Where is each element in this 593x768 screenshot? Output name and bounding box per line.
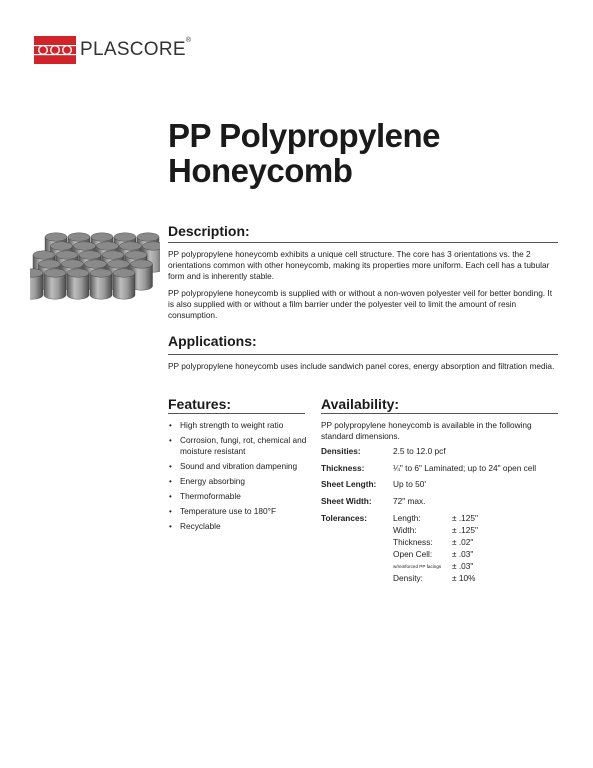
tolerance-label-reinforced: w/reinforced PP facings	[393, 564, 442, 569]
title-line-2: Honeycomb	[168, 152, 353, 189]
feature-item: • Energy absorbing	[168, 476, 308, 487]
honeycomb-cell	[113, 269, 135, 299]
availability-divider	[321, 413, 558, 414]
description-paragraph-2: PP polypropylene honeycomb is supplied with or without a non-woven polyester veil for better bonding. It is also supplied with or without a film barrier under the polyester veil to limit the amount of resin consumption.	[168, 288, 553, 320]
features-heading: Features:	[168, 396, 232, 412]
description-heading: Description:	[168, 223, 250, 239]
tolerance-value-width: ± .125"	[452, 525, 478, 535]
tolerances-label: Tolerances:	[321, 513, 367, 523]
brand-name: PLASCORE®	[80, 37, 192, 60]
honeycomb-cells-illustration	[30, 229, 160, 304]
spec-value-sheet-length: Up to 50'	[393, 479, 426, 489]
tolerance-label-density: Density:	[393, 573, 423, 583]
tolerance-value-density: ± 10%	[452, 573, 476, 583]
features-list	[168, 420, 308, 536]
plascore-logo-mark-icon	[34, 36, 76, 64]
honeycomb-cell	[44, 269, 66, 299]
tolerance-value-thickness: ± .02"	[452, 537, 474, 547]
page-title	[168, 118, 568, 188]
applications-divider	[168, 354, 558, 355]
title-line-1: PP Polypropylene	[168, 117, 440, 154]
tolerance-value-length: ± .125"	[452, 513, 478, 523]
spec-label-sheet-width: Sheet Width:	[321, 496, 372, 506]
feature-item: • Corrosion, fungi, rot, chemical and moisture resistant	[168, 435, 308, 457]
description-divider	[168, 242, 558, 243]
spec-label-densities: Densities:	[321, 446, 361, 456]
spec-label-sheet-length: Sheet Length:	[321, 479, 377, 489]
tolerance-label-open-cell: Open Cell:	[393, 549, 433, 559]
honeycomb-cell	[30, 269, 43, 299]
feature-item: • Temperature use to 180°F	[168, 506, 308, 517]
availability-heading: Availability:	[321, 396, 400, 412]
feature-item: • High strength to weight ratio	[168, 420, 308, 431]
description-paragraph-1: PP polypropylene honeycomb exhibits a unique cell structure. The core has 3 orientations vs. the 2 orientations common with other honeycomb, making its properties more uniform. Each cell has a tubular form and is inherently stable.	[168, 249, 550, 281]
features-divider	[168, 413, 305, 414]
plascore-logo	[34, 36, 234, 64]
tolerance-label-length: Length:	[393, 513, 421, 523]
tolerance-label-thickness: Thickness:	[393, 537, 433, 547]
spec-label-thickness: Thickness:	[321, 463, 365, 473]
tolerance-label-width: Width:	[393, 525, 417, 535]
feature-item: • Sound and vibration dampening	[168, 461, 308, 472]
spec-value-sheet-width: 72" max.	[393, 496, 426, 506]
feature-item: • Recyclable	[168, 521, 308, 532]
tolerance-value-open-cell: ± .03"	[452, 549, 474, 559]
spec-value-densities: 2.5 to 12.0 pcf	[393, 446, 446, 456]
honeycomb-cell	[90, 269, 112, 299]
tolerance-value-reinforced: ± .03"	[452, 561, 474, 571]
applications-heading: Applications:	[168, 333, 257, 349]
honeycomb-cell	[67, 269, 89, 299]
availability-intro: PP polypropylene honeycomb is available in the following standard dimensions.	[321, 420, 532, 441]
applications-text: PP polypropylene honeycomb uses include sandwich panel cores, energy absorption and filtration media.	[168, 361, 555, 371]
feature-item: • Thermoformable	[168, 491, 308, 502]
spec-value-thickness: ¼" to 6" Laminated; up to 24" open cell	[393, 463, 537, 473]
